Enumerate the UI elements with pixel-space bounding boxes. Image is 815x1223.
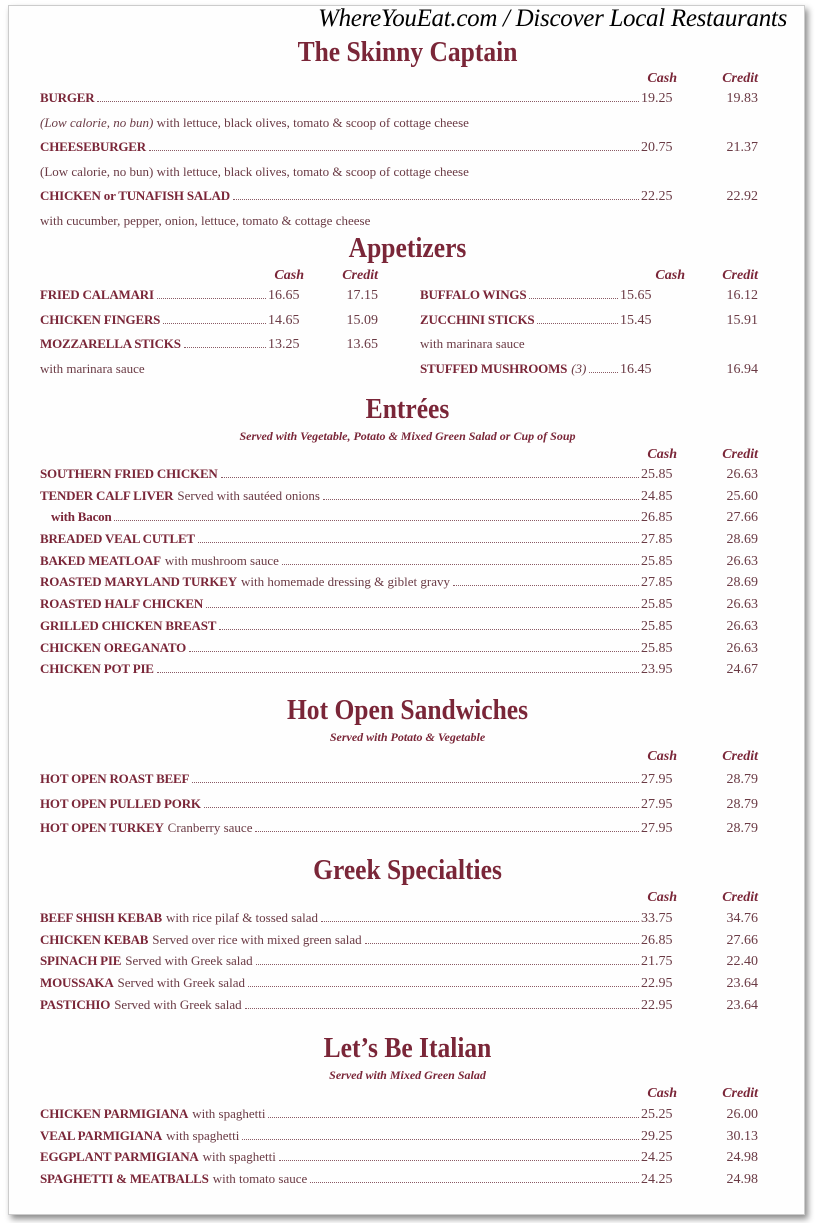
- credit-header: Credit: [722, 268, 758, 283]
- cash-price: 23.95: [641, 662, 673, 678]
- section-subtitle-entrees: Served with Vegetable, Potato & Mixed Green Salad or Cup of Soup: [239, 429, 576, 443]
- credit-price: 13.65: [346, 337, 378, 352]
- appetizers-right-list: [420, 287, 758, 385]
- cash-header: Cash: [647, 1086, 677, 1101]
- credit-price: 26.63: [726, 618, 758, 634]
- dot-leader: [189, 651, 639, 652]
- menu-item-row: [40, 640, 758, 662]
- menu-item-row: [420, 287, 758, 312]
- menu-item-row: [40, 975, 758, 997]
- credit-price: 24.67: [726, 662, 758, 678]
- watermark: WhereYouEat.com / Discover Local Restaurants: [318, 5, 787, 32]
- item-name: BAKED MEATLOAF: [40, 552, 161, 568]
- cash-header: Cash: [655, 268, 685, 283]
- cash-price: 25.25: [641, 1107, 673, 1122]
- menu-item-row: [40, 531, 758, 553]
- cash-price: 21.75: [641, 954, 673, 970]
- dot-leader: [198, 542, 639, 543]
- item-name: EGGPLANT PARMIGIANA: [40, 1149, 199, 1165]
- menu-item-row: [40, 1128, 758, 1150]
- menu-item-row: [420, 361, 758, 386]
- cash-price: 22.25: [641, 189, 673, 204]
- cash-price: 15.45: [620, 312, 652, 328]
- menu-item-row: [40, 574, 758, 596]
- entrees-list: [40, 466, 758, 683]
- section-title-skinny: The Skinny Captain: [297, 36, 518, 68]
- cash-price: 16.45: [620, 361, 652, 377]
- item-name: SPAGHETTI & MEATBALLS: [40, 1171, 209, 1187]
- credit-price: 22.92: [726, 189, 758, 204]
- cash-price: 14.65: [268, 312, 300, 328]
- cash-price: 27.85: [641, 575, 673, 591]
- item-name: TENDER CALF LIVER: [40, 487, 174, 503]
- item-description: with spaghetti: [202, 1149, 276, 1165]
- dot-leader: [279, 1160, 639, 1161]
- dot-leader: [256, 964, 639, 965]
- dot-leader: [245, 1008, 639, 1009]
- item-name: BURGER: [40, 90, 95, 105]
- item-note-italic: (Low calorie, no bun): [40, 114, 154, 130]
- item-name: CHICKEN OREGANATO: [40, 639, 186, 655]
- item-name: BEEF SHISH KEBAB: [40, 910, 163, 925]
- cash-price: 27.95: [641, 772, 673, 787]
- menu-item-row: [40, 90, 758, 115]
- credit-price: 27.66: [726, 510, 758, 526]
- item-name: ZUCCHINI STICKS: [420, 311, 535, 327]
- dot-leader: [157, 672, 639, 673]
- cash-price: 24.85: [641, 488, 673, 504]
- credit-price: 17.15: [346, 288, 378, 303]
- item-note-text: with cucumber, pepper, onion, lettuce, tomato & cottage cheese: [40, 212, 371, 228]
- credit-header: Credit: [722, 749, 758, 764]
- item-name: CHICKEN or TUNAFISH SALAD: [40, 188, 230, 203]
- credit-price: 15.91: [726, 312, 758, 328]
- menu-item-row: [40, 553, 758, 575]
- item-name: HOT OPEN ROAST BEEF: [40, 771, 190, 786]
- item-name: BREADED VEAL CUTLET: [40, 531, 195, 547]
- cash-header: Cash: [647, 71, 677, 86]
- item-name: FRIED CALAMARI: [40, 287, 154, 302]
- menu-item-row: [40, 509, 758, 531]
- item-name: GRILLED CHICKEN BREAST: [40, 617, 217, 633]
- dot-leader: [233, 199, 639, 200]
- dot-leader: [321, 921, 639, 922]
- credit-price: 21.37: [726, 140, 758, 155]
- credit-price: 26.00: [726, 1107, 758, 1122]
- dot-leader: [204, 807, 639, 808]
- credit-price: 28.79: [726, 772, 758, 787]
- menu-item-row: [40, 139, 758, 164]
- cash-price: 33.75: [641, 911, 673, 926]
- credit-price: 26.63: [726, 467, 758, 482]
- item-name: MOUSSAKA: [40, 975, 114, 991]
- dot-leader: [453, 585, 639, 586]
- credit-price: 25.60: [726, 488, 758, 504]
- menu-item-row: [40, 1149, 758, 1171]
- cash-price: 15.65: [620, 288, 652, 303]
- item-note: [420, 336, 758, 361]
- item-name: CHEESEBURGER: [40, 139, 146, 154]
- item-description: Served over rice with mixed green salad: [152, 931, 362, 947]
- item-description: Served with Greek salad: [114, 996, 242, 1012]
- menu-item-row: [40, 618, 758, 640]
- dot-leader: [219, 629, 639, 630]
- cash-price: 22.95: [641, 976, 673, 992]
- item-description: Served with Greek salad: [125, 953, 253, 969]
- item-note: [40, 115, 758, 140]
- skinny-list: [40, 90, 758, 237]
- dot-leader: [221, 477, 639, 478]
- credit-header: Credit: [722, 1086, 758, 1101]
- item-note-text: with lettuce, black olives, tomato & scoop of cottage cheese: [153, 114, 469, 130]
- cash-price: 27.95: [641, 796, 673, 812]
- dot-leader: [282, 564, 639, 565]
- dot-leader: [255, 831, 639, 832]
- dot-leader: [248, 986, 639, 987]
- item-name: CHICKEN PARMIGIANA: [40, 1106, 189, 1121]
- greek-list: [40, 910, 758, 1018]
- section-subtitle-italian: Served with Mixed Green Salad: [329, 1068, 486, 1082]
- item-description: Served with Greek salad: [117, 975, 245, 991]
- credit-header: Credit: [722, 447, 758, 462]
- cash-price: 22.95: [641, 997, 673, 1013]
- dot-leader: [529, 298, 618, 299]
- cash-header: Cash: [647, 749, 677, 764]
- credit-price: 28.69: [726, 575, 758, 591]
- credit-price: 28.69: [726, 532, 758, 548]
- credit-price: 26.63: [726, 597, 758, 613]
- item-note-text: (Low calorie, no bun) with lettuce, black olives, tomato & scoop of cottage cheese: [40, 163, 469, 179]
- section-subtitle-hot-open: Served with Potato & Vegetable: [329, 730, 486, 744]
- cash-price: 27.95: [641, 821, 673, 836]
- item-name: VEAL PARMIGIANA: [40, 1127, 163, 1143]
- item-name: MOZZARELLA STICKS: [40, 336, 181, 351]
- menu-item-row: [420, 312, 758, 337]
- hot-open-list: [40, 771, 758, 845]
- item-name: SPINACH PIE: [40, 953, 122, 969]
- item-name: STUFFED MUSHROOMS: [420, 360, 568, 376]
- cash-header: Cash: [647, 447, 677, 462]
- item-name: CHICKEN POT PIE: [40, 661, 154, 677]
- item-name: ROASTED MARYLAND TURKEY: [40, 574, 237, 590]
- menu-item-row: [40, 1171, 758, 1193]
- item-note: [40, 164, 758, 189]
- menu-item-row: [40, 466, 758, 488]
- dot-leader: [149, 150, 639, 151]
- cash-price: 25.85: [641, 618, 673, 634]
- section-title-hot-open: Hot Open Sandwiches: [286, 694, 529, 726]
- item-name: SOUTHERN FRIED CHICKEN: [40, 466, 218, 481]
- credit-price: 16.12: [726, 288, 758, 303]
- cash-price: 25.85: [641, 597, 673, 613]
- item-description: with tomato sauce: [212, 1171, 308, 1187]
- cash-price: 13.25: [268, 337, 300, 352]
- cash-price: 25.85: [641, 640, 673, 656]
- dot-leader: [192, 782, 639, 783]
- item-description: with spaghetti: [166, 1127, 240, 1143]
- credit-price: 16.94: [726, 361, 758, 377]
- cash-price: 24.25: [641, 1172, 673, 1188]
- item-name: HOT OPEN PULLED PORK: [40, 795, 201, 811]
- cash-price: 26.85: [641, 932, 673, 948]
- cash-price: 25.85: [641, 467, 673, 482]
- menu-item-row: [40, 188, 758, 213]
- dot-leader: [184, 347, 266, 348]
- menu-item-row: [40, 1106, 758, 1128]
- item-note-text: with marinara sauce: [40, 360, 145, 376]
- item-name: ROASTED HALF CHICKEN: [40, 596, 204, 612]
- credit-price: 26.63: [726, 553, 758, 569]
- item-note-text: with marinara sauce: [420, 336, 525, 351]
- item-name: PASTICHIO: [40, 996, 111, 1012]
- menu-item-row: [40, 336, 378, 361]
- menu-item-row: [40, 661, 758, 683]
- item-description: Served with sautéed onions: [177, 487, 320, 503]
- menu-item-row: [40, 796, 758, 821]
- cash-price: 24.25: [641, 1150, 673, 1166]
- appetizers-left-list: [40, 287, 378, 385]
- dot-leader: [365, 943, 639, 944]
- section-title-greek: Greek Specialties: [313, 854, 502, 886]
- credit-price: 19.83: [726, 91, 758, 106]
- item-description: with rice pilaf & tossed salad: [166, 910, 319, 925]
- item-name: BUFFALO WINGS: [420, 287, 527, 302]
- item-description: with spaghetti: [192, 1106, 266, 1121]
- credit-price: 22.40: [726, 954, 758, 970]
- credit-price: 28.79: [726, 821, 758, 836]
- menu-item-row: [40, 932, 758, 954]
- menu-item-row: [40, 596, 758, 618]
- dot-leader: [157, 298, 266, 299]
- dot-leader: [163, 323, 266, 324]
- cash-header: Cash: [647, 890, 677, 905]
- credit-price: 34.76: [726, 911, 758, 926]
- section-title-italian: Let’s Be Italian: [323, 1032, 492, 1064]
- menu-item-row: [40, 997, 758, 1019]
- dot-leader: [537, 323, 618, 324]
- cash-price: 26.85: [641, 510, 673, 526]
- credit-price: 23.64: [726, 976, 758, 992]
- item-description: with homemade dressing & giblet gravy: [240, 574, 450, 590]
- credit-price: 24.98: [726, 1150, 758, 1166]
- dot-leader: [114, 520, 639, 521]
- cash-price: 20.75: [641, 140, 673, 155]
- menu-item-row: [40, 287, 378, 312]
- dot-leader: [323, 499, 639, 500]
- credit-price: 27.66: [726, 932, 758, 948]
- item-name: CHICKEN FINGERS: [40, 311, 161, 327]
- credit-header: Credit: [722, 890, 758, 905]
- cash-price: 25.85: [641, 553, 673, 569]
- dot-leader: [310, 1182, 639, 1183]
- cash-price: 19.25: [641, 91, 673, 106]
- italian-list: [40, 1106, 758, 1193]
- credit-price: 24.98: [726, 1172, 758, 1188]
- credit-price: 15.09: [346, 312, 378, 328]
- cash-header: Cash: [274, 268, 304, 283]
- item-name: CHICKEN KEBAB: [40, 931, 149, 947]
- credit-price: 23.64: [726, 997, 758, 1013]
- menu-item-row: [40, 771, 758, 796]
- item-name: HOT OPEN TURKEY: [40, 820, 164, 835]
- item-description: Cranberry sauce: [167, 820, 253, 835]
- credit-header: Credit: [342, 268, 378, 283]
- menu-item-row: [40, 820, 758, 845]
- item-note: [40, 361, 378, 386]
- dot-leader: [97, 101, 639, 102]
- item-description: with mushroom sauce: [164, 552, 279, 568]
- cash-price: 29.25: [641, 1128, 673, 1144]
- section-title-appetizers: Appetizers: [348, 232, 467, 264]
- dot-leader: [206, 607, 639, 608]
- credit-price: 28.79: [726, 796, 758, 812]
- cash-price: 16.65: [268, 288, 300, 303]
- menu-item-row: [40, 488, 758, 510]
- section-title-entrees: Entrées: [365, 393, 450, 425]
- menu-item-row: [40, 312, 378, 337]
- item-name: with Bacon: [51, 509, 112, 525]
- credit-header: Credit: [722, 71, 758, 86]
- item-quantity: (3): [571, 360, 587, 376]
- menu-item-row: [40, 910, 758, 932]
- credit-price: 30.13: [726, 1128, 758, 1144]
- cash-price: 27.85: [641, 532, 673, 548]
- menu-item-row: [40, 953, 758, 975]
- dot-leader: [242, 1139, 639, 1140]
- credit-price: 26.63: [726, 640, 758, 656]
- dot-leader: [589, 372, 618, 373]
- dot-leader: [268, 1117, 639, 1118]
